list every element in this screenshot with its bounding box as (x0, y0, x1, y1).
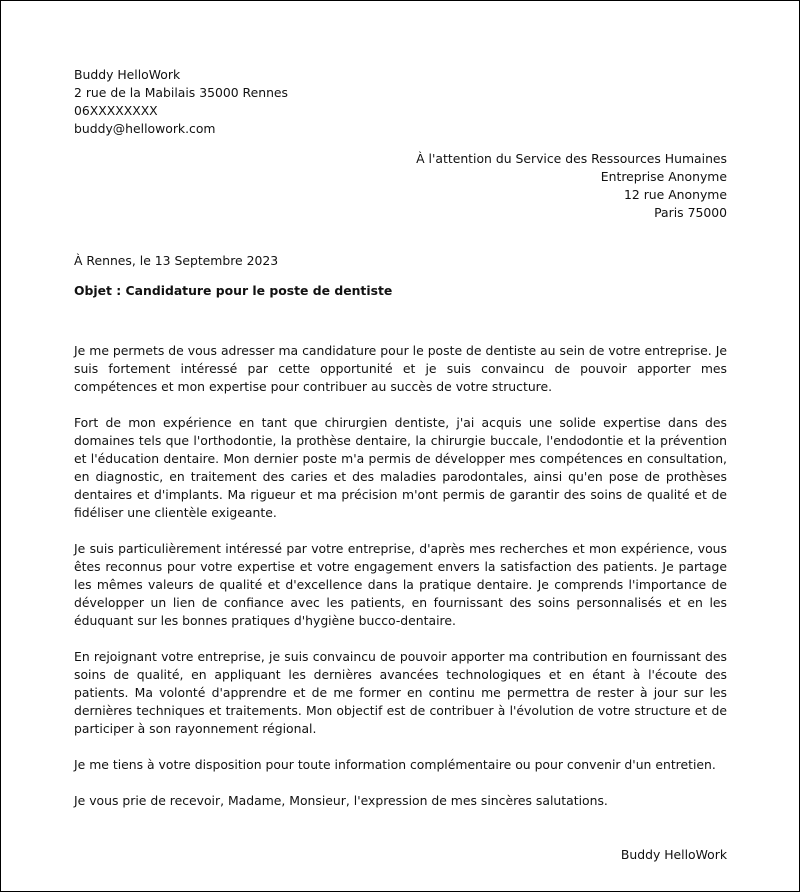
recipient-street: 12 rue Anonyme (623, 187, 727, 202)
recipient-company: Entreprise Anonyme (600, 169, 727, 184)
paragraph-availability: Je me tiens à votre disposition pour toute information complémentaire ou pour convenir d'un entretien. (74, 757, 716, 772)
recipient-block (74, 150, 727, 222)
place-date: À Rennes, le 13 Septembre 2023 (74, 253, 279, 268)
letter-content (74, 66, 727, 864)
paragraph-motivation: Je suis particulièrement intéressé par votre entreprise, d'après mes recherches et mon expérience, vous êtes reconnus pour votre expertise et votre engagement envers la satisfaction des patients. Je partage les mêmes valeurs de qualité et d'excellence dans la pratique dentaire. Je comprends l'importance de développer un lien de confiance avec les patients, en fournissant des soins personnalisés et en les éduquant sur les bonnes pratiques d'hygiène bucco-dentaire. (74, 541, 727, 628)
paragraph-experience: Fort de mon expérience en tant que chirurgien dentiste, j'ai acquis une solide expertise dans des domaines tels que l'orthodontie, la prothèse dentaire, la chirurgie buccale, l'endodontie et la prévention et l'éducation dentaire. Mon dernier poste m'a permis de développer mes compétences en consultation, en diagnostic, en traitement des caries et des maladies parodontales, ainsi qu'en pose de prothèses dentaires et d'implants. Ma rigueur et ma précision m'ont permis de garantir des soins de qualité et de fidéliser une clientèle exigeante. (74, 415, 727, 520)
sender-name: Buddy HelloWork (74, 67, 181, 82)
paragraph-intro: Je me permets de vous adresser ma candidature pour le poste de dentiste au sein de votre entreprise. Je suis fortement intéressé par cette opportunité et je suis convaincu de pouvoir apporter mes compétences et mon expertise pour contribuer au succès de votre structure. (74, 343, 727, 394)
sender-address: 2 rue de la Mabilais 35000 Rennes (74, 85, 289, 100)
recipient-city: Paris 75000 (654, 205, 727, 220)
letter-subject: Objet : Candidature pour le poste de dentiste (74, 283, 393, 298)
paragraph-closing: Je vous prie de recevoir, Madame, Monsieur, l'expression de mes sincères salutations. (74, 793, 608, 808)
recipient-attention: À l'attention du Service des Ressources Humaines (416, 151, 727, 166)
sender-block (74, 66, 727, 138)
paragraph-contribution: En rejoignant votre entreprise, je suis convaincu de pouvoir apporter ma contribution en fournissant des soins de qualité, en appliquant les dernières avancées technologiques et en étant à l'écoute des patients. Ma volonté d'apprendre et de me former en continu me permettra de rester à jour sur les dernières techniques et traitements. Mon objectif est de contribuer à l'évolution de votre structure et de participer à son rayonnement régional. (74, 649, 727, 736)
sender-phone: 06XXXXXXXX (74, 103, 158, 118)
signature: Buddy HelloWork (620, 847, 727, 862)
letter-body (74, 342, 727, 810)
sender-email: buddy@hellowork.com (74, 121, 216, 136)
